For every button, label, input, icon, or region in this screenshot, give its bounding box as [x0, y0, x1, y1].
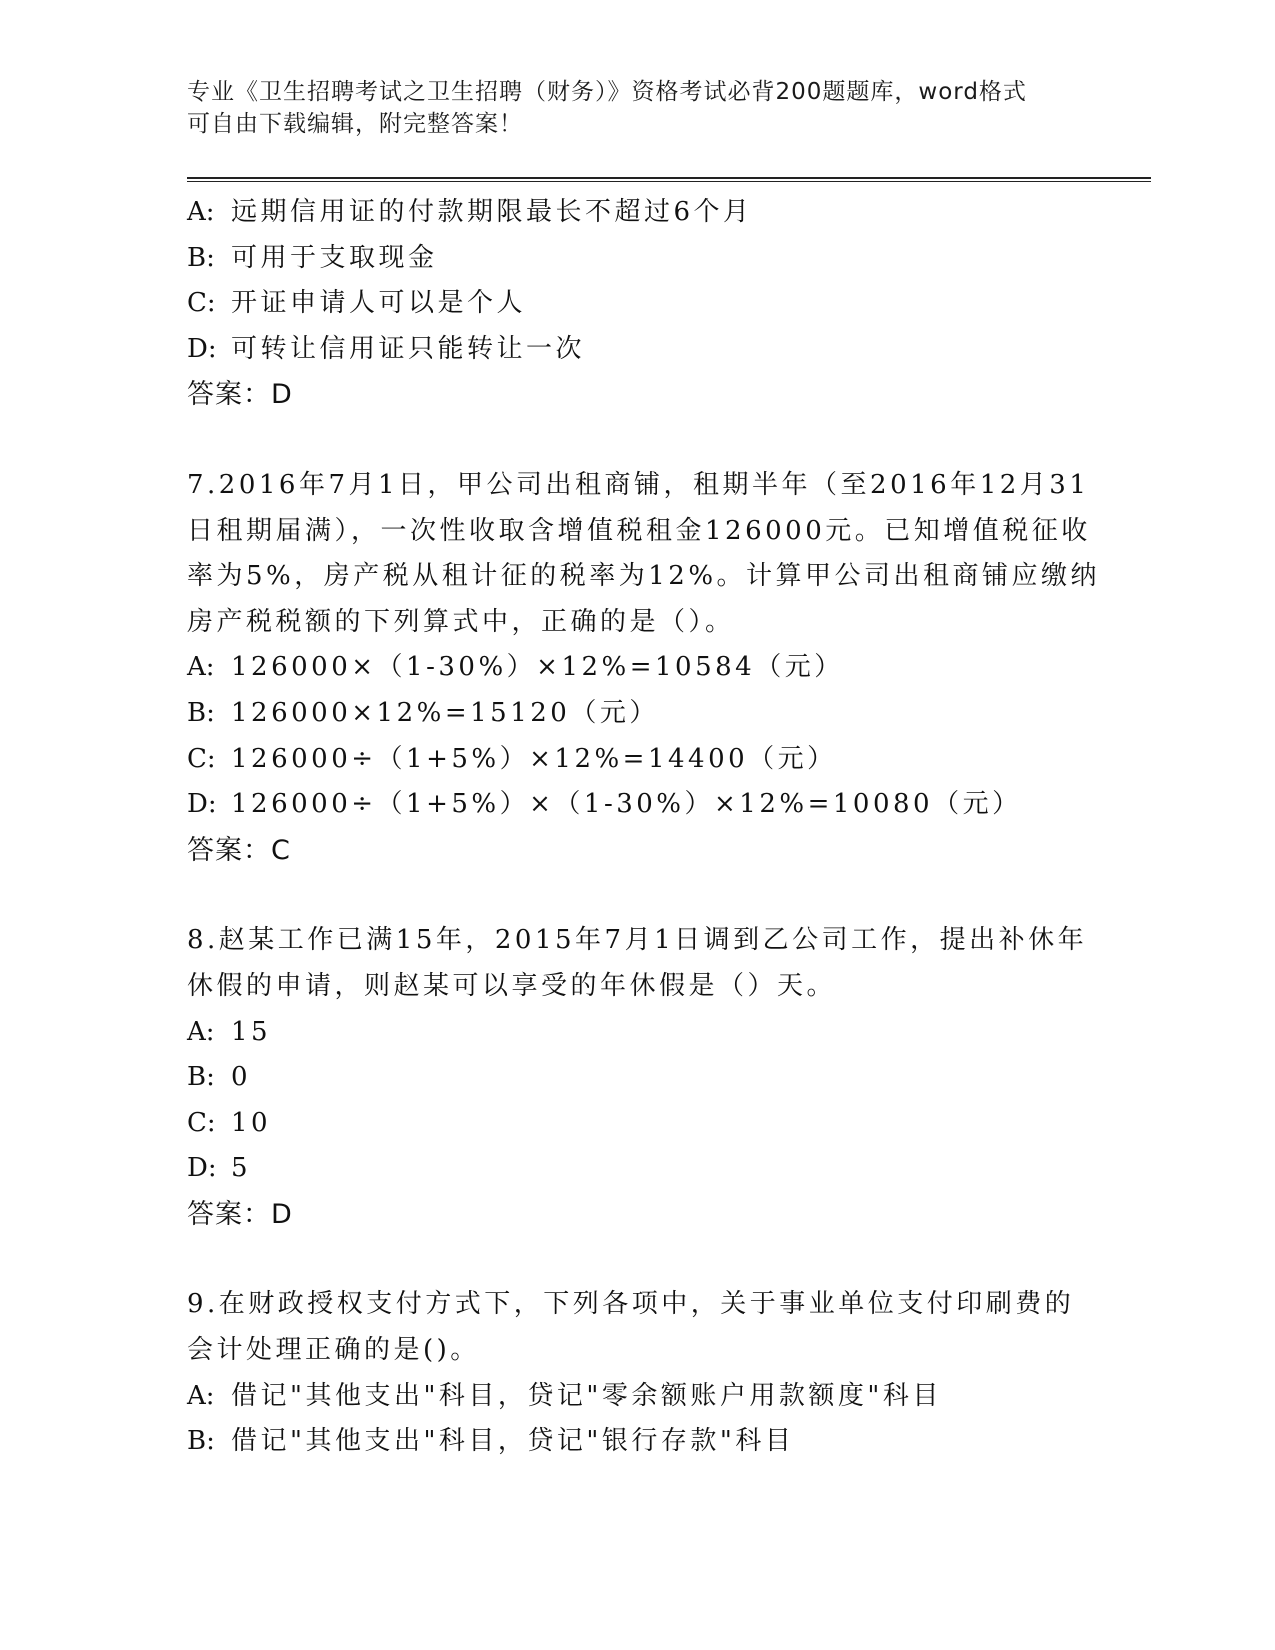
question-list	[187, 190, 1101, 1465]
answer: 答案：D	[187, 1198, 293, 1230]
answer: 答案：C	[187, 834, 291, 866]
header-divider	[187, 177, 1151, 179]
option-d: D: 5	[187, 1153, 252, 1184]
option-a: A: 远期信用证的付款期限最长不超过6个月	[187, 197, 753, 227]
option-d: D: 126000÷（1+5%）×（1-30%）×12%=10080（元）	[187, 789, 1022, 820]
option-b: B: 借记"其他支出"科目，贷记"银行存款"科目	[187, 1426, 795, 1457]
option-b: B: 可用于支取现金	[187, 242, 438, 273]
question-stem-line: 率为5%，房产税从租计征的税率为12%。计算甲公司出租商铺应缴纳	[187, 561, 1101, 592]
option-a: A: 借记"其他支出"科目，贷记"零余额账户用款额度"科目	[187, 1380, 942, 1411]
question-stem-line: 会计处理正确的是()。	[187, 1335, 480, 1366]
question-9	[187, 1282, 1087, 1464]
option-b: B: 126000×12%=15120（元）	[187, 697, 659, 728]
header-line-2: 可自由下载编辑，附完整答案！	[187, 111, 523, 137]
option-c: C: 126000÷（1+5%）×12%=14400（元）	[187, 743, 837, 774]
question-stem-line: 9.在财政授权支付方式下，下列各项中，关于事业单位支付印刷费的	[187, 1289, 1075, 1320]
option-a: A: 15	[187, 1016, 272, 1047]
question-6	[187, 190, 1087, 418]
answer: 答案：D	[187, 379, 293, 411]
header-line-1: 专业《卫生招聘考试之卫生招聘（财务）》资格考试必背200题题库，word格式	[187, 79, 1027, 105]
option-c: C: 开证申请人可以是个人	[187, 288, 527, 319]
option-b: B: 0	[187, 1062, 252, 1093]
question-stem-line: 休假的申请，则赵某可以享受的年休假是（）天。	[187, 970, 837, 1001]
question-stem-line: 8.赵某工作已满15年，2015年7月1日调到乙公司工作，提出补休年	[187, 925, 1088, 956]
option-d: D: 可转让信用证只能转让一次	[187, 333, 586, 364]
header-divider-thin	[187, 181, 1151, 182]
option-a: A: 126000×（1-30%）×12%=10584（元）	[187, 652, 844, 683]
question-8	[187, 918, 1087, 1237]
question-7	[187, 463, 1101, 873]
question-stem-line: 7.2016年7月1日，甲公司出租商铺，租期半年（至2016年12月31	[187, 469, 1090, 500]
question-stem-line: 房产税税额的下列算式中，正确的是（）。	[187, 606, 735, 637]
option-c: C: 10	[187, 1107, 272, 1138]
document-header	[187, 76, 1087, 140]
question-stem-line: 日租期届满），一次性收取含增值税租金126000元。已知增值税征收	[187, 515, 1091, 546]
